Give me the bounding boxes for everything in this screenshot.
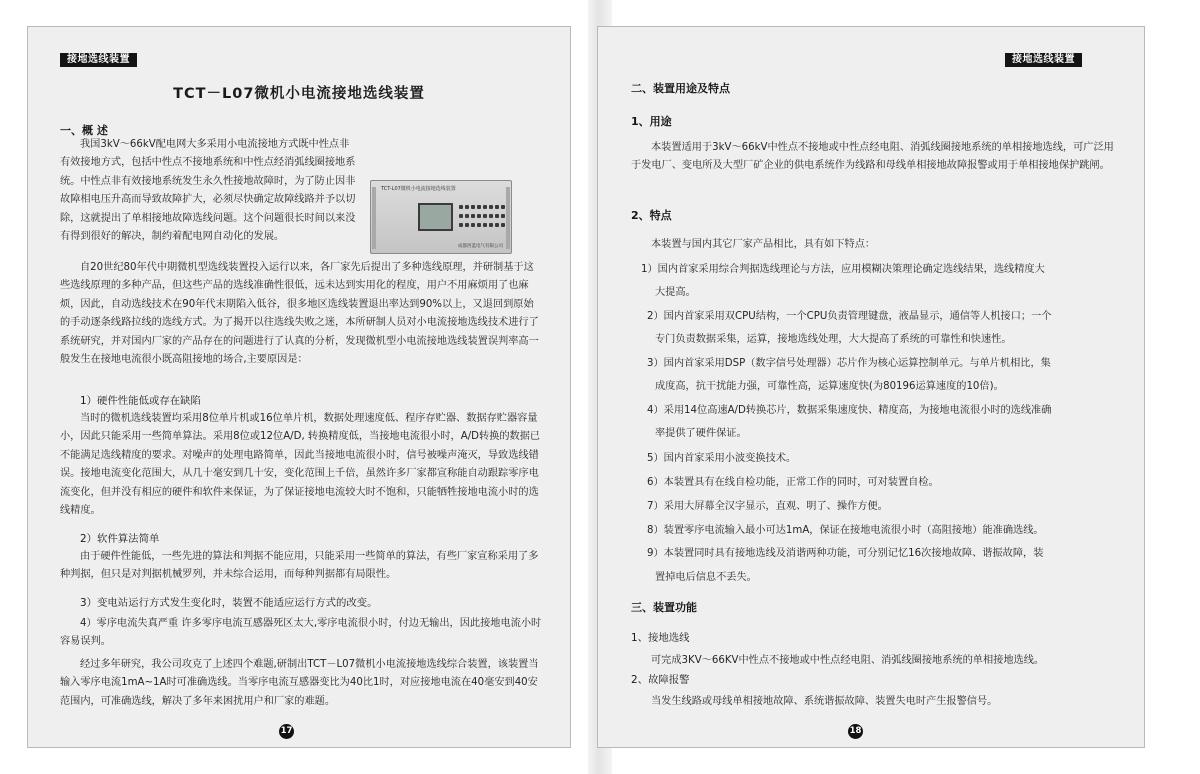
feature-4: 4）采用14位高速A/D转换芯片，数据采集速度快、精度高，为接地电流很小时的选线准确 — [647, 405, 1052, 416]
heading-usage: 1、用途 — [631, 115, 672, 128]
button-row — [459, 223, 505, 227]
function-2-title: 2、故障报警 — [631, 674, 690, 686]
page-number: 17 — [279, 724, 294, 739]
function-1-title: 1、接地选线 — [631, 632, 690, 644]
feature-6: 6）本装置具有在线自检功能，正常工作的同时，可对装置自检。 — [647, 477, 939, 488]
page-left — [27, 26, 571, 748]
feature-9: 9）本装置同时具有接地选线及消谐两种功能，可分别记忆16次接地故障、谐振故障，装 — [647, 548, 1044, 559]
rack-ear-right — [506, 187, 510, 249]
heading-features: 2、特点 — [631, 209, 672, 222]
feature-7: 7）采用大屏幕全汉字显示，直观、明了、操作方便。 — [647, 501, 888, 512]
feature-2: 2）国内首家采用双CPU结构，一个CPU负责管理键盘，液晶显示，通信等人机接口；一个 — [647, 311, 1052, 322]
heading-functions: 三、装置功能 — [631, 601, 697, 614]
feature-3-cont: 成度高，抗干扰能力强，可靠性高，运算速度快(为80196运算速度的10倍)。 — [655, 381, 1004, 392]
function-2-text: 当发生线路或母线单相接地故障、系统谐振故障、装置失电时产生报警信号。 — [651, 696, 998, 707]
feature-8: 8）装置零序电流输入最小可达1mA，保证在接地电流很小时（高阻接地）能准确选线。 — [647, 525, 1044, 536]
conclusion-paragraph: 经过多年研究，我公司攻克了上述四个难题,研制出TCT－L07微机小电流接地选线综合装置，该装置当输入零序电流1mA~1A时可准确选线。当零序电流互感器变比为40比1时，对应接地电流在40毫安到40安范围内，可准确选线，解决了多年来困扰用户和厂家的难题。 — [60, 659, 539, 707]
device-photo — [370, 180, 512, 254]
section-tag: 接地选线装置 — [1005, 53, 1082, 67]
document-title: TCT－L07微机小电流接地选线装置 — [173, 86, 425, 102]
usage-paragraph: 本装置适用于3kV～66kV中性点不接地或中性点经电阻、消弧线圈接地系统的单相接地选线，可广泛用于发电厂、变电所及大型厂矿企业的供电系统作为线路和母线单相接地故障报警或用于单相接地保护跳闸。 — [631, 142, 1114, 172]
subheading-software: 2）软件算法简单 — [80, 533, 160, 545]
button-row — [459, 205, 505, 209]
features-intro: 本装置与国内其它厂家产品相比，具有如下特点： — [651, 239, 876, 250]
hardware-paragraph: 当时的微机选线装置均采用8位单片机或16位单片机，数据处理速度低、程序存贮器、数据存贮器容量小，因此只能采用一些简单算法。采用8位或12位A/D, 转换精度低，当接地电流很小时，A/D转换的数据已不能满足选线精度的要求。对噪声的处理电路简单，因此当接地电流很小时，信号被噪声淹灭，导致选线错误。接地电流变化范围大，从几十毫安到几十安，变化范围上千倍，虽然许多厂家都宣称能自动跟踪零序电流变化，但并没有相应的硬件和软件来保证，为了保证接地电流较大时不饱和，只能牺牲接地电流小时的选线精度。 — [60, 413, 541, 517]
feature-5: 5）国内首家采用小波变换技术。 — [647, 453, 797, 464]
device-brand: 成都西蓝电气有限公司 — [458, 244, 503, 249]
feature-4-cont: 率提供了硬件保证。 — [655, 428, 747, 439]
lcd-screen — [418, 203, 453, 231]
feature-3: 3）国内首家采用DSP（数字信号处理器）芯片作为核心运算控制单元。与单片机相比，集 — [647, 358, 1051, 369]
software-paragraph: 由于硬件性能低，一些先进的算法和判据不能应用，只能采用一些简单的算法，有些厂家宣称采用了多种判据，但只是对判据机械罗列，并未综合运用，而每种判据都有局限性。 — [60, 551, 539, 581]
subheading-operation: 3）变电站运行方式发生变化时，装置不能适应运行方式的改变。 — [80, 597, 378, 609]
feature-1: 1）国内首家采用综合判据选线理论与方法，应用模糊决策理论确定选线结果，选线精度大 — [641, 264, 1045, 275]
heading-usage-features: 二、装置用途及特点 — [631, 82, 730, 95]
device-label: TCT-L07微机小电流接地选线装置 — [381, 186, 456, 192]
feature-2-cont: 专门负责数据采集，运算，接地选线处理，大大提高了系统的可靠性和快速性。 — [655, 334, 1012, 345]
subheading-hardware: 1）硬件性能低或存在缺陷 — [80, 395, 201, 407]
button-row — [459, 214, 505, 218]
function-1-text: 可完成3KV～66KV中性点不接地或中性点经电阻、消弧线圈接地系统的单相接地选线。 — [651, 655, 1045, 666]
section-tag: 接地选线装置 — [60, 53, 137, 67]
feature-9-cont: 置掉电后信息不丢失。 — [655, 572, 757, 583]
history-paragraph: 自20世纪80年代中期微机型选线装置投入运行以来，各厂家先后提出了多种选线原理，并研制基于这些选线原理的多种产品，但这些产品的选线准确性很低，远未达到实用化的程度，用户不用麻烦用了也麻烦，因此，自动选线技术在90年代末期陷入低谷，很多地区选线装置退出率达到90%以上，又退回到原始的手动逐条线路拉线的选线方式。为了揭开以往选线失败之迷，本所研制人员对小电流接地选线技术进行了系统研究，并对国内厂家的产品存在的问题进行了认真的分析，发现微机型小电流接地选线装置误判率高一般发生在接地电流很小既高阻接地的场合,主要原因是： — [60, 262, 539, 366]
heading-overview: 一、概 述 — [60, 124, 108, 137]
feature-1-cont: 大提高。 — [655, 287, 696, 298]
intro-paragraph: 我国3kV～66kV配电网大多采用小电流接地方式既中性点非有效接地方式，包括中性点不接地系统和中性点经消弧线圈接地系统。中性点非有效接地系统发生永久性接地故障时，为了防止因非故障相电压升高而导致故障扩大，必须尽快确定故障线路并予以切除，这就提出了单相接地故障选线问题。这个问题很长时间以来没有得到很好的解决，制约着配电网自动化的发展。 — [60, 139, 356, 243]
distortion-paragraph: 4）零序电流失真严重 许多零序电流互感器死区太大,零序电流很小时，付边无输出，因此接地电流小时容易误判。 — [60, 618, 542, 648]
page-number: 18 — [848, 724, 863, 739]
rack-ear-left — [372, 187, 376, 249]
page-right — [597, 26, 1145, 748]
